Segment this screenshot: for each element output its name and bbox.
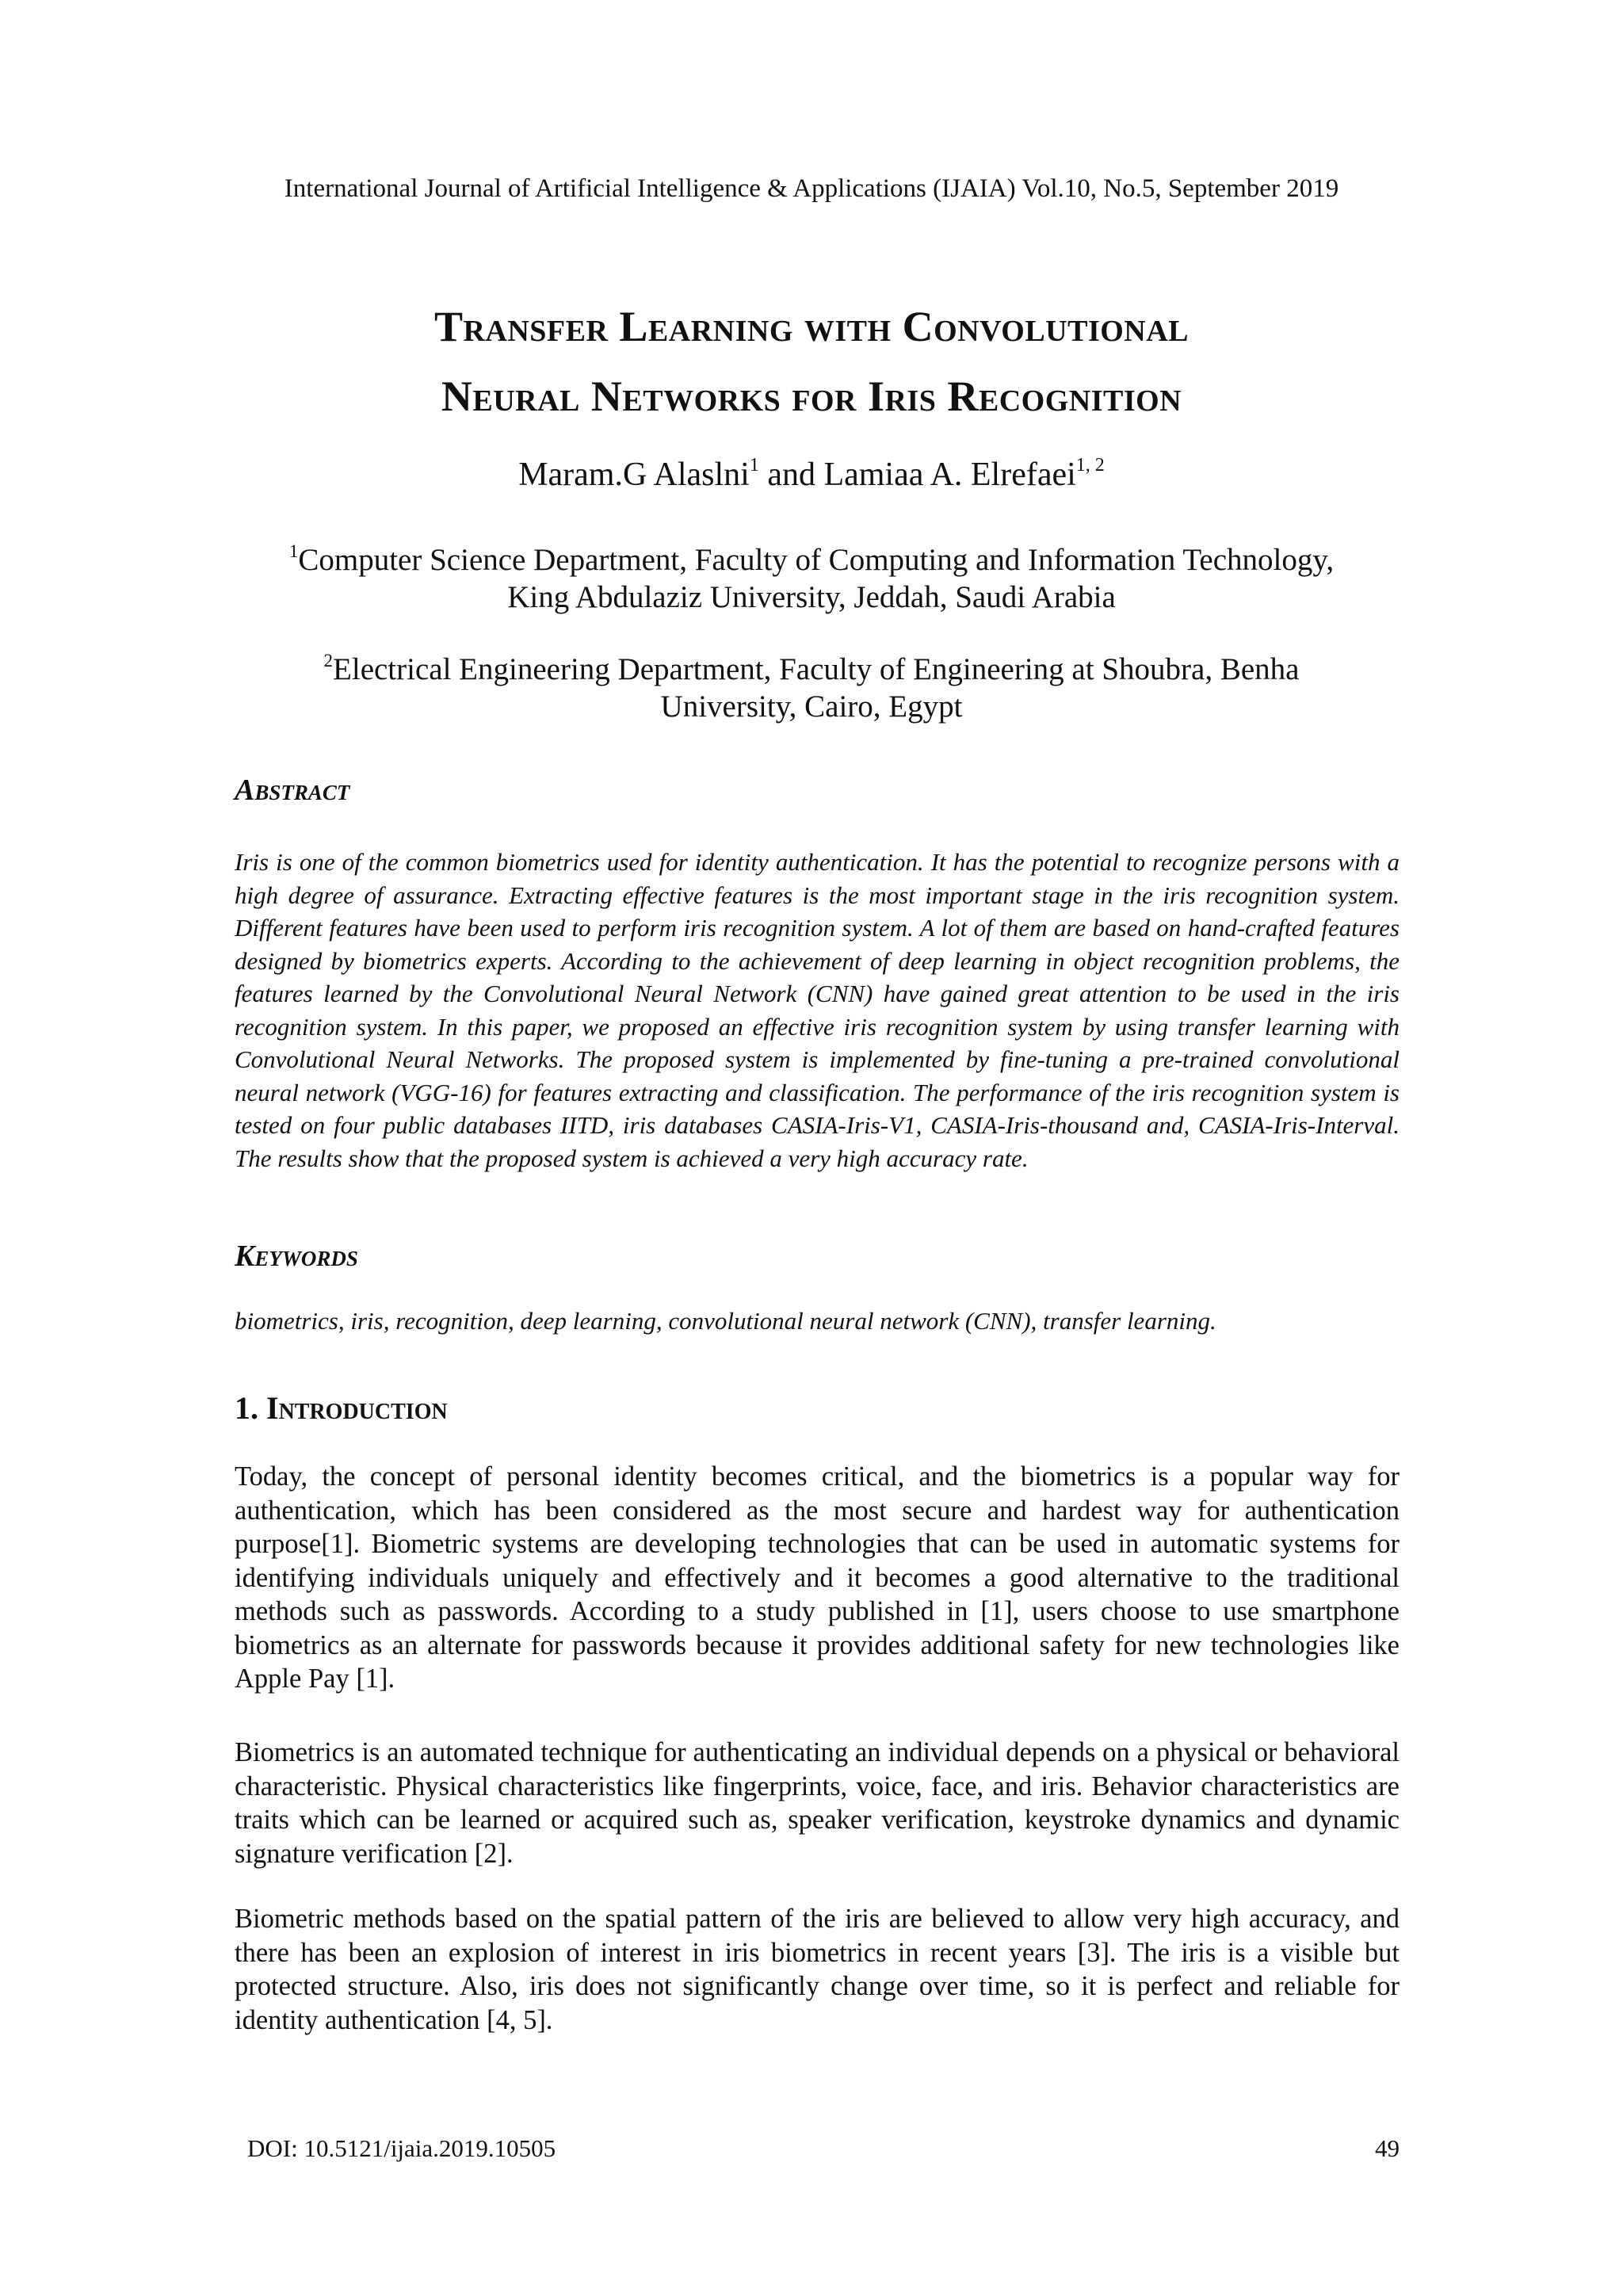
affiliation-1-mark: 1 <box>288 541 299 561</box>
author-1: Maram.G Alaslni <box>518 457 750 493</box>
affiliation-2-line-1: Electrical Engineering Department, Faculty of Engineering at Shoubra, Benha <box>333 652 1300 686</box>
author-2: Lamiaa A. Elrefaei <box>823 457 1076 493</box>
page-number: 49 <box>1375 2134 1400 2162</box>
title-line-1: Transfer Learning with Convolutional <box>433 303 1190 350</box>
intro-paragraph-2: Biometrics is an automated technique for authenticating an individual depends on a physical or behavioral characteristic. Physical characteristics like fingerprints, voice, face, and iris. Behavior characteristics are traits which can be learned or acquired such as, speaker verification, keystroke dynamics and dynamic signature verification [2]. <box>235 1737 1400 1869</box>
intro-paragraph-3: Biometric methods based on the spatial pattern of the iris are believed to allow very high accuracy, and there has been an explosion of interest in iris biometrics in recent years [3]. The iris is a visible but protected structure. Also, iris does not significantly change over time, so it is perfect and reliable for identity authentication [4, 5]. <box>235 1904 1400 2035</box>
keywords-heading: Keywords <box>235 1240 358 1273</box>
author-1-affiliation-mark: 1 <box>749 455 759 476</box>
abstract-text: Iris is one of the common biometrics used for identity authentication. It has the potential to recognize persons with a high degree of assurance. Extracting effective features is the most important stage in the iris recognition system. Different features have been used to perform iris recognition system. A lot of them are based on hand-crafted features designed by biometrics experts. According to the achievement of deep learning in object recognition problems, the features learned by the Convolutional Neural Network (CNN) have gained great attention to be used in the iris recognition system. In this paper, we proposed an effective iris recognition system by using transfer learning with Convolutional Neural Networks. The proposed system is implemented by fine-tuning a pre-trained convolutional neural network (VGG-16) for features extracting and classification. The performance of the iris recognition system is tested on four public databases IITD, iris databases CASIA-Iris-V1, CASIA-Iris-thousand and, CASIA-Iris-Interval. The results show that the proposed system is achieved a very high accuracy rate. <box>235 848 1400 1172</box>
journal-header: International Journal of Artificial Intelligence & Applications (IJAIA) Vol.10, No.5, September 2019 <box>284 174 1339 203</box>
title-line-2: Neural Networks for Iris Recognition <box>441 372 1182 420</box>
paper-title <box>0 292 1623 431</box>
author-conjunction: and <box>758 457 824 493</box>
introduction-heading: 1. Introduction <box>235 1390 448 1426</box>
affiliation-2-mark: 2 <box>323 651 334 670</box>
abstract-heading: Abstract <box>235 774 350 807</box>
affiliation-1-line-1: Computer Science Department, Faculty of Computing and Information Technology, <box>298 543 1335 577</box>
author-list <box>0 456 1623 494</box>
intro-paragraph-1: Today, the concept of personal identity becomes critical, and the biometrics is a popular way for authentication, which has been considered as the most secure and hardest way for authentication purpose[1]. Biometric systems are developing technologies that can be used in automatic systems for identifying individuals uniquely and effectively and it becomes a good alternative to the traditional methods such as passwords. According to a study published in [1], users choose to use smartphone biometrics as an alternate for passwords because it provides additional safety for new technologies like Apple Pay [1]. <box>235 1461 1400 1694</box>
affiliation-1-line-2: King Abdulaziz University, Jeddah, Saudi Arabia <box>507 580 1116 614</box>
footer-doi: DOI: 10.5121/ijaia.2019.10505 <box>247 2134 556 2162</box>
keywords-text: biometrics, iris, recognition, deep learning, convolutional neural network (CNN), transfer learning. <box>235 1307 1216 1335</box>
author-2-affiliation-mark: 1, 2 <box>1075 455 1105 476</box>
affiliation-2 <box>0 651 1623 725</box>
affiliation-2-line-2: University, Cairo, Egypt <box>660 690 963 724</box>
affiliation-1 <box>0 541 1623 616</box>
